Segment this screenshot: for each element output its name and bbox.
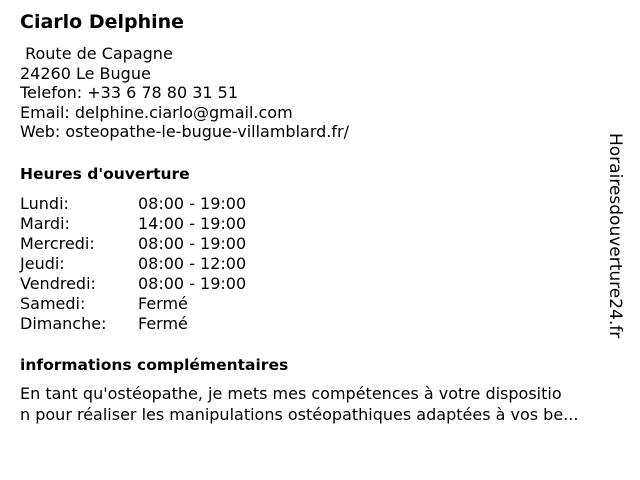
hours-time: Fermé: [138, 294, 188, 313]
site-watermark: Horairesdouverture24.fr: [605, 133, 625, 339]
email-line: Email: delphine.ciarlo@gmail.com: [20, 102, 293, 122]
business-name: Ciarlo Delphine: [20, 11, 185, 33]
street-address: Route de Capagne: [20, 44, 173, 63]
hours-time: Fermé: [138, 314, 188, 333]
hours-day: Dimanche:: [20, 314, 107, 333]
hours-day: Mardi:: [20, 214, 70, 233]
hours-time: 08:00 - 19:00: [138, 274, 247, 293]
hours-time: 08:00 - 12:00: [138, 254, 247, 273]
hours-time: 08:00 - 19:00: [138, 234, 247, 253]
hours-day: Samedi:: [20, 294, 86, 313]
hours-time: 08:00 - 19:00: [138, 194, 247, 213]
description-line: n pour réaliser les manipulations ostéopathiques adaptées à vos be...: [20, 405, 579, 424]
description-text: [20, 383, 625, 425]
hours-day: Mercredi:: [20, 234, 95, 253]
phone-line: Telefon: +33 6 78 80 31 51: [20, 83, 239, 102]
hours-day: Vendredi:: [20, 274, 96, 293]
hours-day: Jeudi:: [20, 254, 65, 273]
website-line: Web: osteopathe-le-bugue-villamblard.fr/: [20, 122, 349, 141]
contact-block: [20, 44, 349, 142]
postal-city: 24260 Le Bugue: [20, 63, 151, 83]
description-line: En tant qu'ostéopathe, je mets mes compétences à votre dispositio: [20, 384, 562, 403]
additional-info-heading: informations complémentaires: [20, 356, 289, 374]
hours-time: 14:00 - 19:00: [138, 214, 247, 233]
opening-hours-heading: Heures d'ouverture: [20, 165, 190, 183]
hours-day: Lundi:: [20, 194, 69, 213]
